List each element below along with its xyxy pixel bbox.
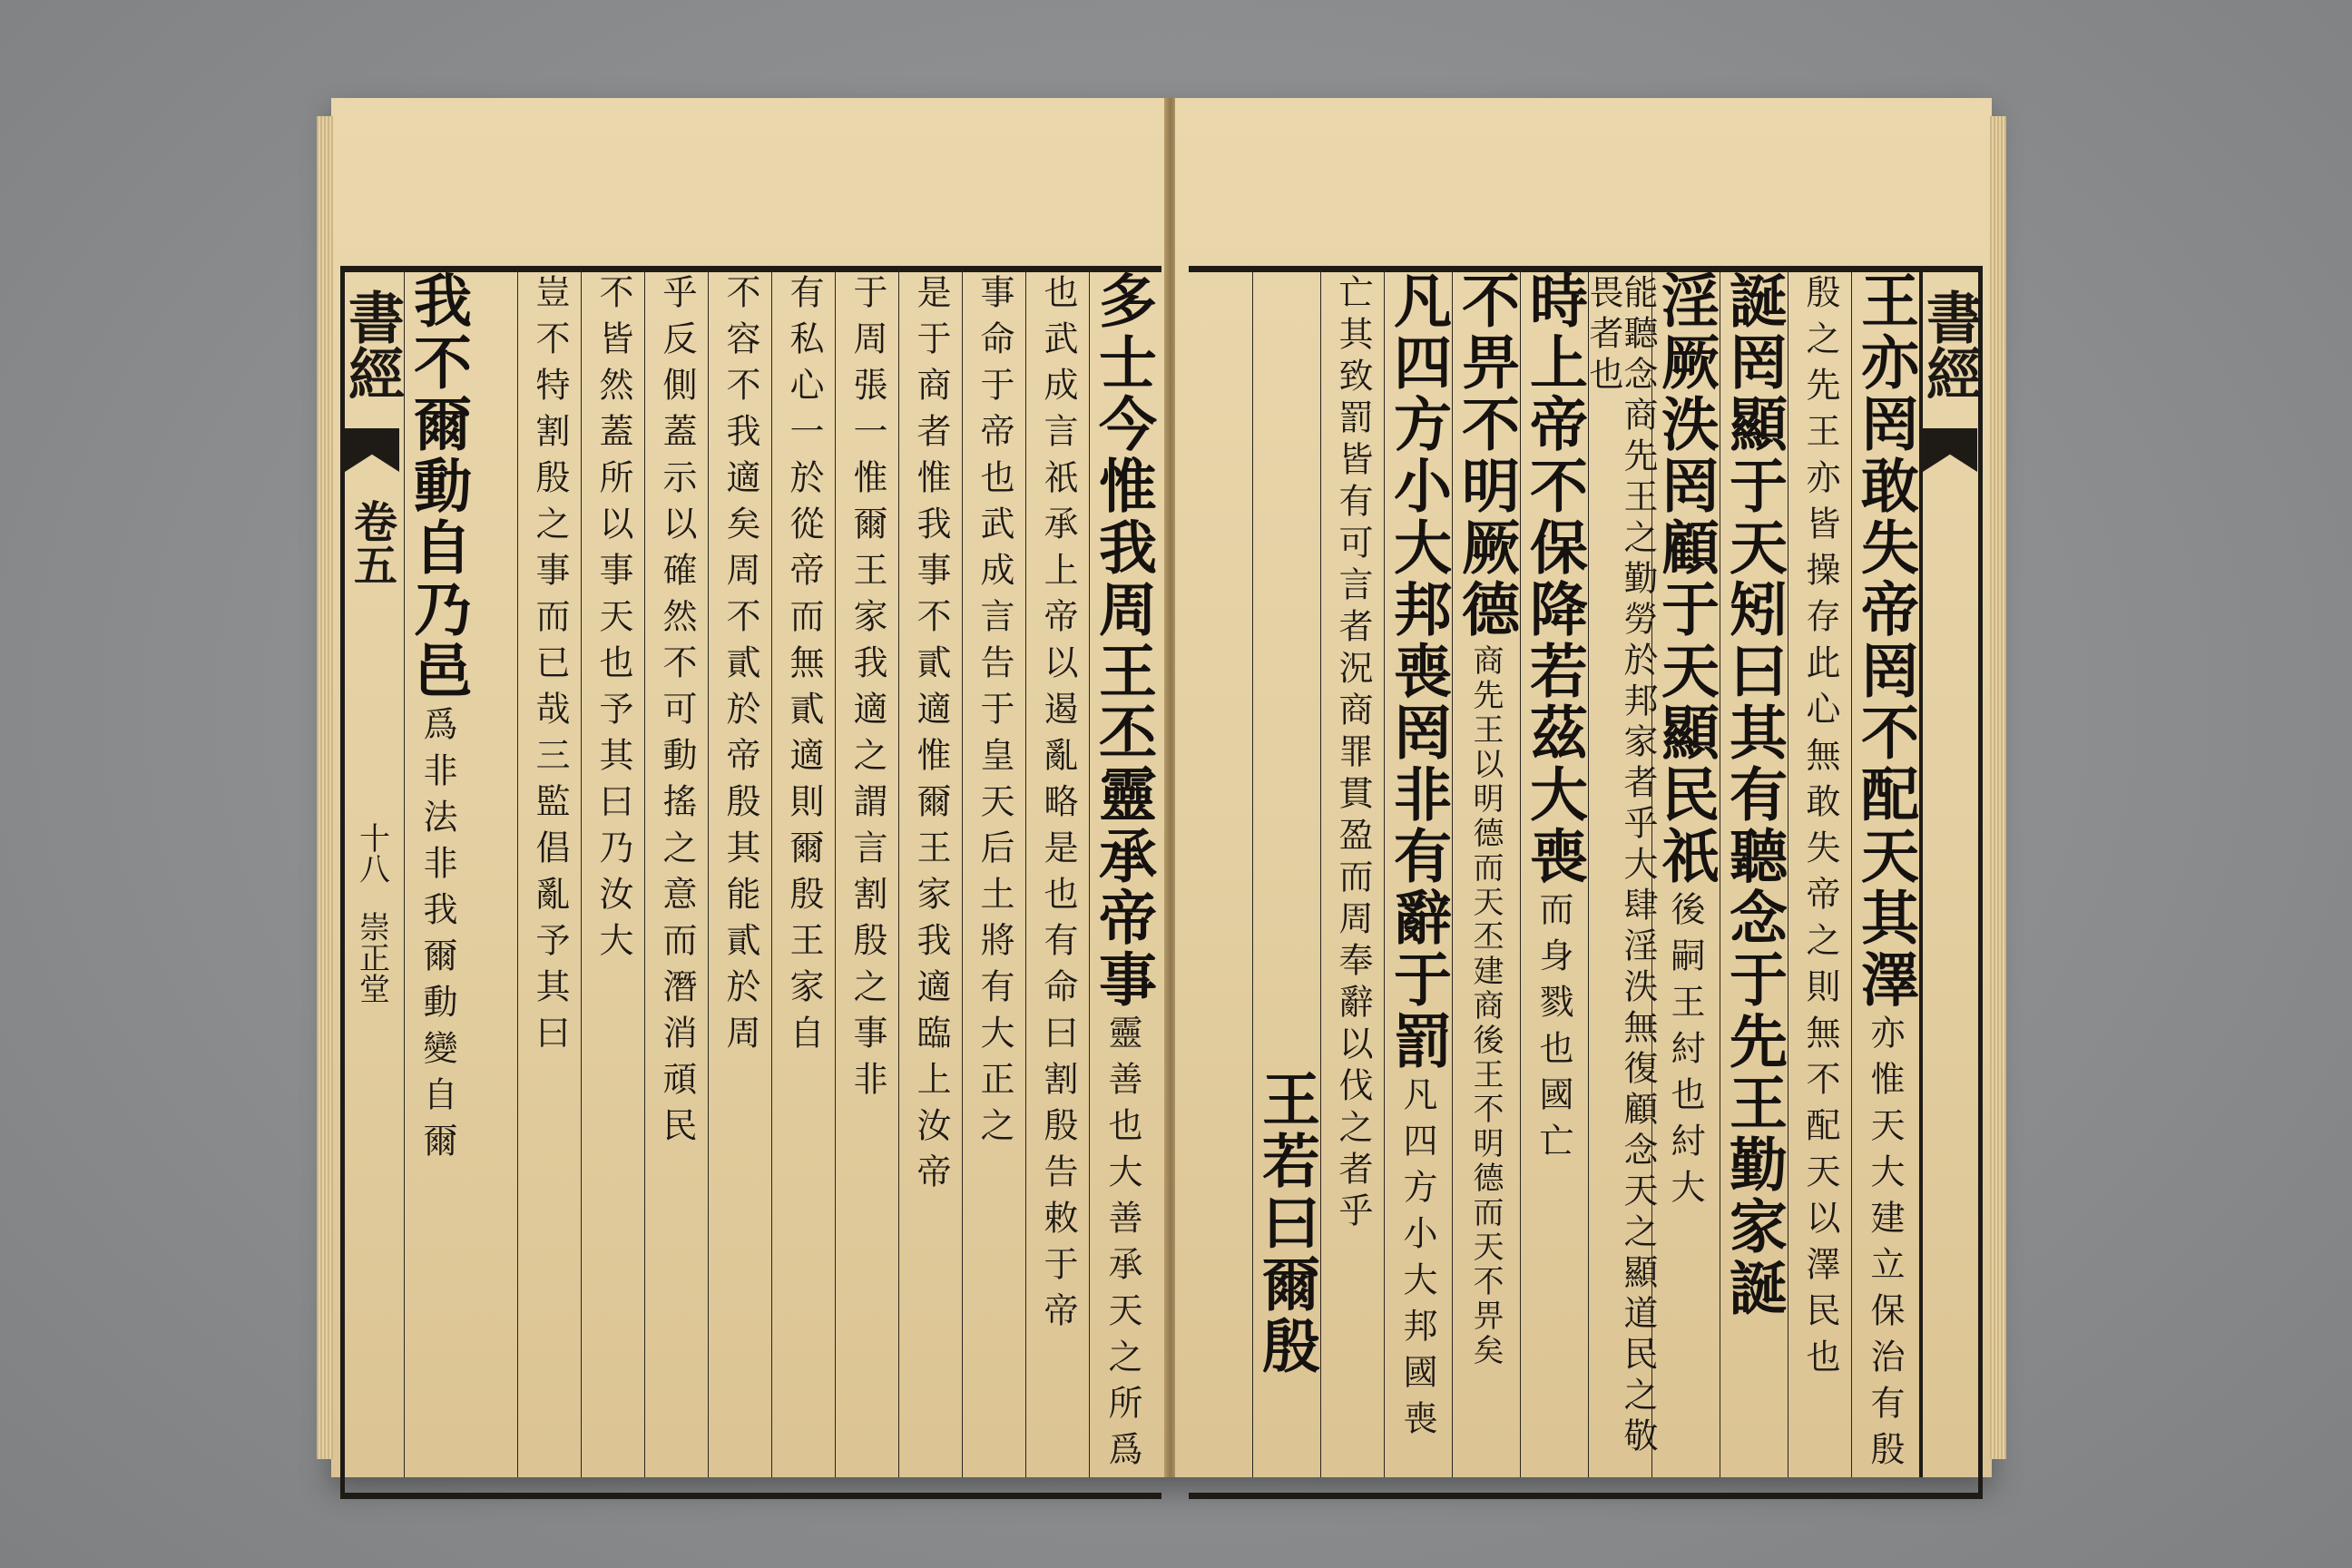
commentary-column <box>835 270 899 1477</box>
commentary-text: 後嗣王紂也紂大 <box>1665 891 1705 1215</box>
commentary-text: 乎反側蓋示以確然不可動搖之意而潛消頑民 <box>657 274 697 1153</box>
commentary-text: 亡其致罰皆有可言者況商罪貫盈而周奉辭以伐之者乎 <box>1333 274 1373 1234</box>
text-column <box>1520 270 1586 1477</box>
commentary-column <box>644 270 709 1477</box>
commentary-text: 豈不特割殷之事而已哉三監倡亂予其曰 <box>530 274 570 1061</box>
right-page <box>1175 98 1992 1477</box>
commentary-column <box>1583 270 1658 1477</box>
commentary-text: 于周張一惟爾王家我適之謂言割殷之事非 <box>848 274 887 1107</box>
commentary-text: 事命于帝也武成言告于皇天后土將有大正之 <box>975 274 1014 1153</box>
open-book <box>331 98 1992 1477</box>
commentary-column <box>1788 270 1852 1477</box>
commentary-column <box>771 270 836 1477</box>
fish-tail-mark <box>345 428 399 472</box>
publisher-name: 崇正堂 <box>353 911 390 1004</box>
commentary-text: 有私心一於從帝而無貳適則爾殷王家自 <box>784 274 824 1061</box>
right-gutter <box>1916 270 1984 1477</box>
main-text: 不畀不明厥德 <box>1452 270 1520 641</box>
commentary-text: 不容不我適矣周不貳於帝殷其能貳於周 <box>720 274 760 1061</box>
commentary-text: 爲非法非我爾動變自爾 <box>417 706 457 1169</box>
text-column <box>1452 270 1518 1477</box>
text-column <box>1089 270 1155 1477</box>
commentary-column <box>898 270 963 1477</box>
commentary-text: 商先王以明德而天丕建商後王不明德而天不畀矣 <box>1467 644 1504 1368</box>
main-text: 淫厥泆罔顧于天顯民祇 <box>1651 270 1720 887</box>
commentary-text: 殷之先王亦皆操存此心無敢失帝之則無不配天以澤民也 <box>1800 274 1840 1385</box>
main-text: 多士今惟我周王丕靈承帝事 <box>1089 270 1157 1011</box>
commentary-text: 亦惟天大建立保治有殷 <box>1865 1014 1905 1477</box>
main-text: 時上帝不保降若茲大喪 <box>1520 270 1588 887</box>
main-text: 我不爾動自乃邑 <box>404 270 472 702</box>
commentary-column <box>962 270 1026 1477</box>
commentary-text: 能聽念商先王之勤勞於邦家者乎大肆淫泆無復顧念天之顯道民之敬畏者也 <box>1583 274 1658 1458</box>
commentary-column <box>517 270 582 1477</box>
fish-tail-mark <box>1923 428 1977 472</box>
main-text: 王亦罔敢失帝罔不配天其澤 <box>1851 270 1919 1011</box>
main-text: 誕罔顯于天矧曰其有聽念于先王勤家誕 <box>1720 270 1788 1319</box>
commentary-column <box>581 270 645 1477</box>
text-column <box>1252 270 1318 1477</box>
book-title: 書經 <box>1916 289 1984 401</box>
commentary-text: 凡四方小大邦國喪 <box>1397 1076 1437 1446</box>
left-gutter <box>338 270 406 1477</box>
right-page-edges <box>1990 116 2006 1459</box>
main-text: 王若曰爾殷 <box>1252 1069 1320 1377</box>
commentary-text: 靈善也大善承天之所爲 <box>1102 1014 1142 1477</box>
main-text: 凡四方小大邦喪罔非有辭于罰 <box>1384 270 1452 1073</box>
folio-number: 十八 <box>353 822 390 884</box>
text-column <box>1651 270 1718 1477</box>
text-column <box>1720 270 1786 1477</box>
commentary-text: 也武成言祇承上帝以遏亂略是也有命曰割殷告敕于帝 <box>1038 274 1078 1338</box>
text-column <box>1384 270 1450 1477</box>
commentary-column <box>708 270 772 1477</box>
left-page-edges <box>317 116 333 1459</box>
left-page <box>331 98 1167 1477</box>
text-column <box>404 270 470 1477</box>
commentary-column <box>1025 270 1090 1477</box>
book-title: 書經 <box>338 289 406 401</box>
commentary-column <box>1320 270 1385 1477</box>
text-column <box>1851 270 1917 1477</box>
volume-label: 卷五 <box>346 499 397 586</box>
commentary-text: 是于商者惟我事不貳適惟爾王家我適臨上汝帝 <box>911 274 951 1200</box>
commentary-text: 而身戮也國亡 <box>1534 891 1573 1169</box>
commentary-text: 不皆然蓋所以事天也予其曰乃汝大 <box>593 274 633 968</box>
